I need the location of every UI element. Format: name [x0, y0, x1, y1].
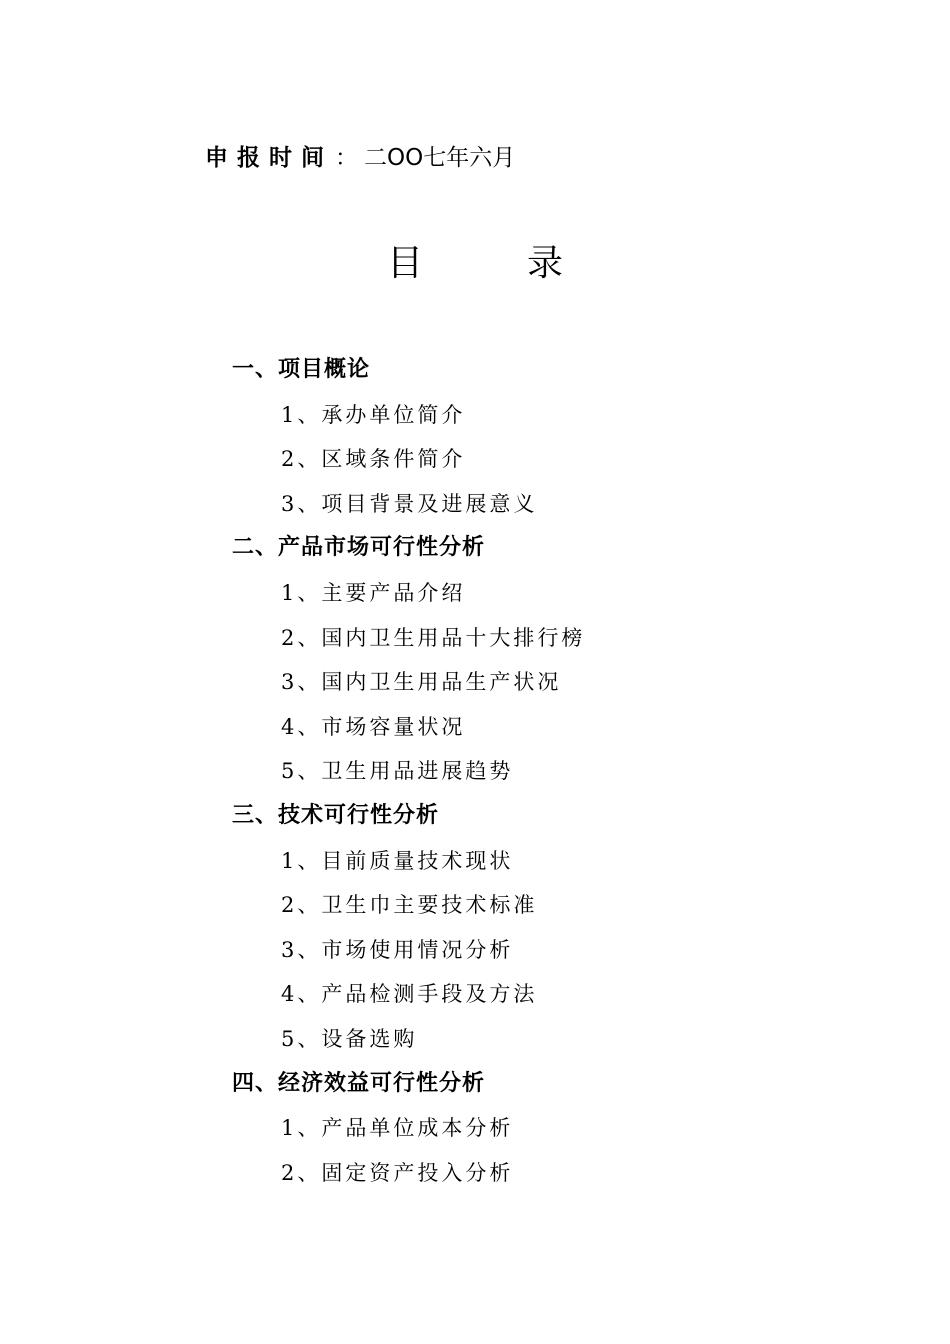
toc-item: 5、卫生用品进展趋势 [281, 759, 514, 784]
date-value: 二OO七年六月 [364, 145, 516, 171]
toc-item: 2、卫生巾主要技术标准 [281, 893, 538, 918]
toc-heading-char-1: 目 [387, 243, 424, 284]
toc-item: 2、国内卫生用品十大排行榜 [281, 625, 586, 650]
toc-section-1: 一、项目概论 [232, 357, 371, 382]
toc-section-3: 三、技术可行性分析 [232, 802, 440, 828]
table-of-contents [0, 348, 950, 1195]
toc-item: 3、市场使用情况分析 [281, 937, 514, 962]
toc-item: 4、产品检测手段及方法 [281, 982, 538, 1007]
toc-item: 3、项目背景及进展意义 [281, 491, 538, 516]
toc-item: 1、产品单位成本分析 [281, 1116, 514, 1141]
toc-item: 5、设备选购 [281, 1026, 418, 1051]
declaration-date [205, 140, 515, 176]
toc-item: 2、区域条件简介 [281, 447, 466, 472]
toc-section-2: 二、产品市场可行性分析 [232, 535, 486, 561]
toc-section-4: 四、经济效益可行性分析 [232, 1070, 486, 1096]
toc-item: 1、主要产品介绍 [281, 580, 466, 605]
toc-heading [0, 238, 950, 290]
toc-item: 3、国内卫生用品生产状况 [281, 670, 562, 695]
date-label: 申报时间 [205, 145, 333, 171]
toc-item: 1、承办单位简介 [281, 402, 466, 427]
date-colon: ： [335, 145, 358, 171]
toc-heading-char-2: 录 [527, 243, 564, 284]
toc-item: 2、固定资产投入分析 [281, 1160, 514, 1185]
toc-item: 4、市场容量状况 [281, 714, 466, 739]
toc-item: 1、目前质量技术现状 [281, 848, 514, 873]
